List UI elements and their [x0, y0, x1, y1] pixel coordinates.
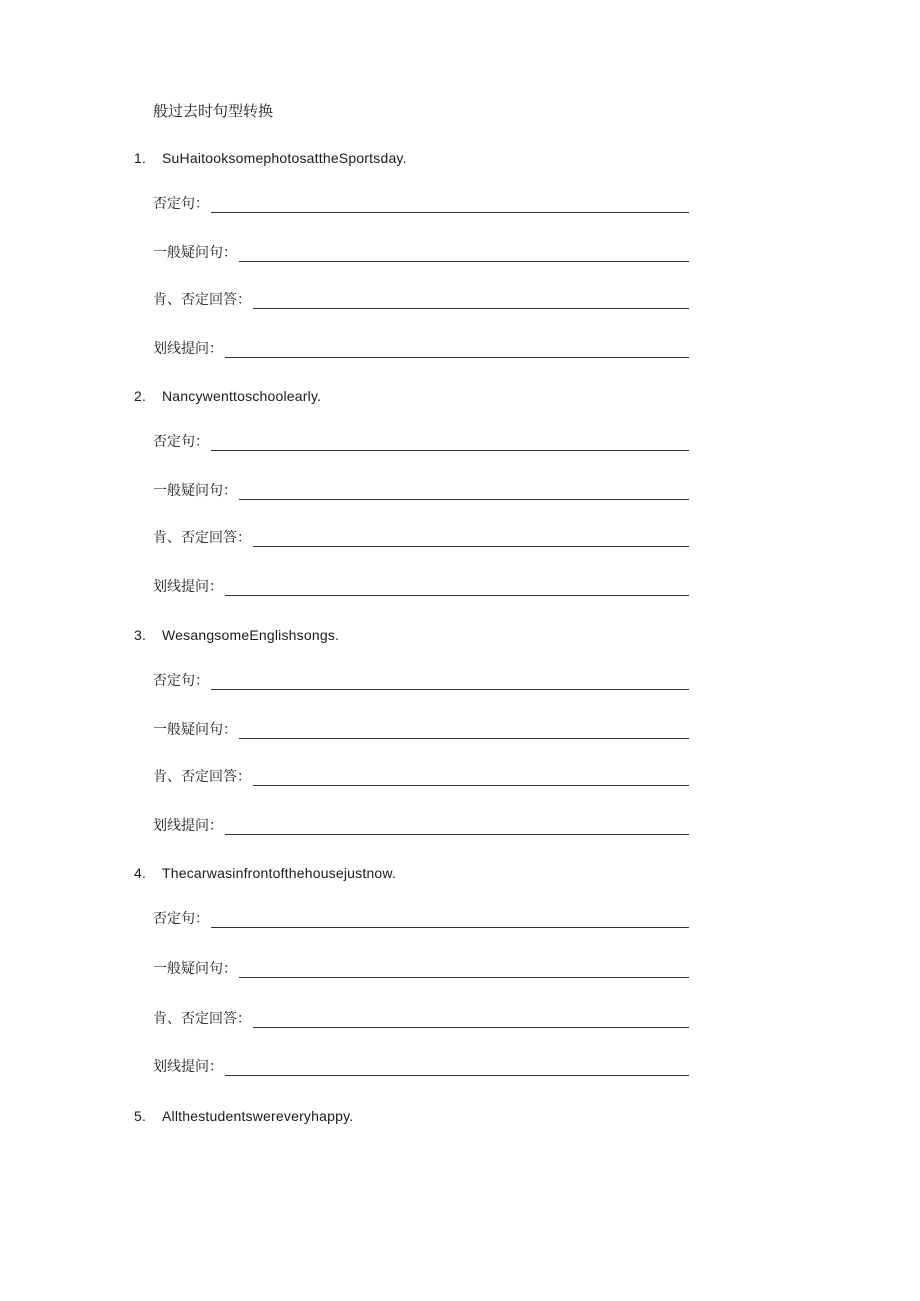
- answer-label: 否定句：: [153, 434, 209, 450]
- answer-blank[interactable]: [239, 498, 689, 500]
- answer-label: 划线提问：: [153, 341, 223, 357]
- question-5: [134, 1106, 353, 1126]
- answer-underline-question: [153, 576, 689, 598]
- question-number: 4.: [134, 865, 147, 881]
- answer-label: 否定句：: [153, 911, 209, 927]
- answer-underline-question: [153, 338, 689, 360]
- question-3: [134, 625, 339, 645]
- question-2: [134, 386, 321, 406]
- question-sentence: WesangsomeEnglishsongs.: [162, 627, 340, 643]
- answer-underline-question: [153, 1056, 689, 1078]
- answer-blank[interactable]: [225, 1074, 689, 1076]
- answer-label: 一般疑问句：: [153, 961, 237, 977]
- answer-blank[interactable]: [239, 260, 689, 262]
- answer-general-question: [153, 719, 689, 741]
- answer-blank[interactable]: [211, 449, 689, 451]
- answer-short-answers: [153, 766, 689, 788]
- answer-blank[interactable]: [211, 688, 689, 690]
- answer-label: 划线提问：: [153, 818, 223, 834]
- question-sentence: Thecarwasinfrontofthehousejustnow.: [162, 865, 397, 881]
- answer-underline-question: [153, 815, 689, 837]
- answer-label: 肯、否定回答：: [153, 292, 251, 308]
- question-number: 3.: [134, 627, 147, 643]
- answer-blank[interactable]: [225, 594, 689, 596]
- answer-negative: [153, 193, 689, 215]
- answer-short-answers: [153, 527, 689, 549]
- question-number: 5.: [134, 1108, 147, 1124]
- answer-blank[interactable]: [211, 926, 689, 928]
- answer-label: 一般疑问句：: [153, 245, 237, 261]
- question-number: 2.: [134, 388, 147, 404]
- answer-general-question: [153, 242, 689, 264]
- answer-label: 划线提问：: [153, 579, 223, 595]
- answer-general-question: [153, 480, 689, 502]
- answer-short-answers: [153, 1008, 689, 1030]
- question-sentence: Nancywenttoschoolearly.: [162, 388, 322, 404]
- answer-general-question: [153, 958, 689, 980]
- answer-blank[interactable]: [253, 545, 689, 547]
- answer-label: 划线提问：: [153, 1059, 223, 1075]
- question-number: 1.: [134, 150, 147, 166]
- answer-blank[interactable]: [239, 737, 689, 739]
- answer-label: 一般疑问句：: [153, 483, 237, 499]
- answer-label: 肯、否定回答：: [153, 1011, 251, 1027]
- question-1: [134, 148, 407, 168]
- question-sentence: SuHaitooksomephotosattheSportsday.: [162, 150, 407, 166]
- answer-negative: [153, 431, 689, 453]
- worksheet-title: 般过去时句型转换: [153, 102, 274, 120]
- answer-blank[interactable]: [239, 976, 689, 978]
- answer-short-answers: [153, 289, 689, 311]
- question-4: [134, 863, 396, 883]
- answer-blank[interactable]: [225, 833, 689, 835]
- question-sentence: Allthestudentswereveryhappy.: [162, 1108, 354, 1124]
- answer-negative: [153, 908, 689, 930]
- answer-blank[interactable]: [211, 211, 689, 213]
- answer-blank[interactable]: [253, 307, 689, 309]
- answer-label: 一般疑问句：: [153, 722, 237, 738]
- answer-label: 否定句：: [153, 196, 209, 212]
- answer-negative: [153, 670, 689, 692]
- answer-blank[interactable]: [253, 1026, 689, 1028]
- answer-label: 否定句：: [153, 673, 209, 689]
- answer-label: 肯、否定回答：: [153, 769, 251, 785]
- answer-blank[interactable]: [253, 784, 689, 786]
- answer-label: 肯、否定回答：: [153, 530, 251, 546]
- answer-blank[interactable]: [225, 356, 689, 358]
